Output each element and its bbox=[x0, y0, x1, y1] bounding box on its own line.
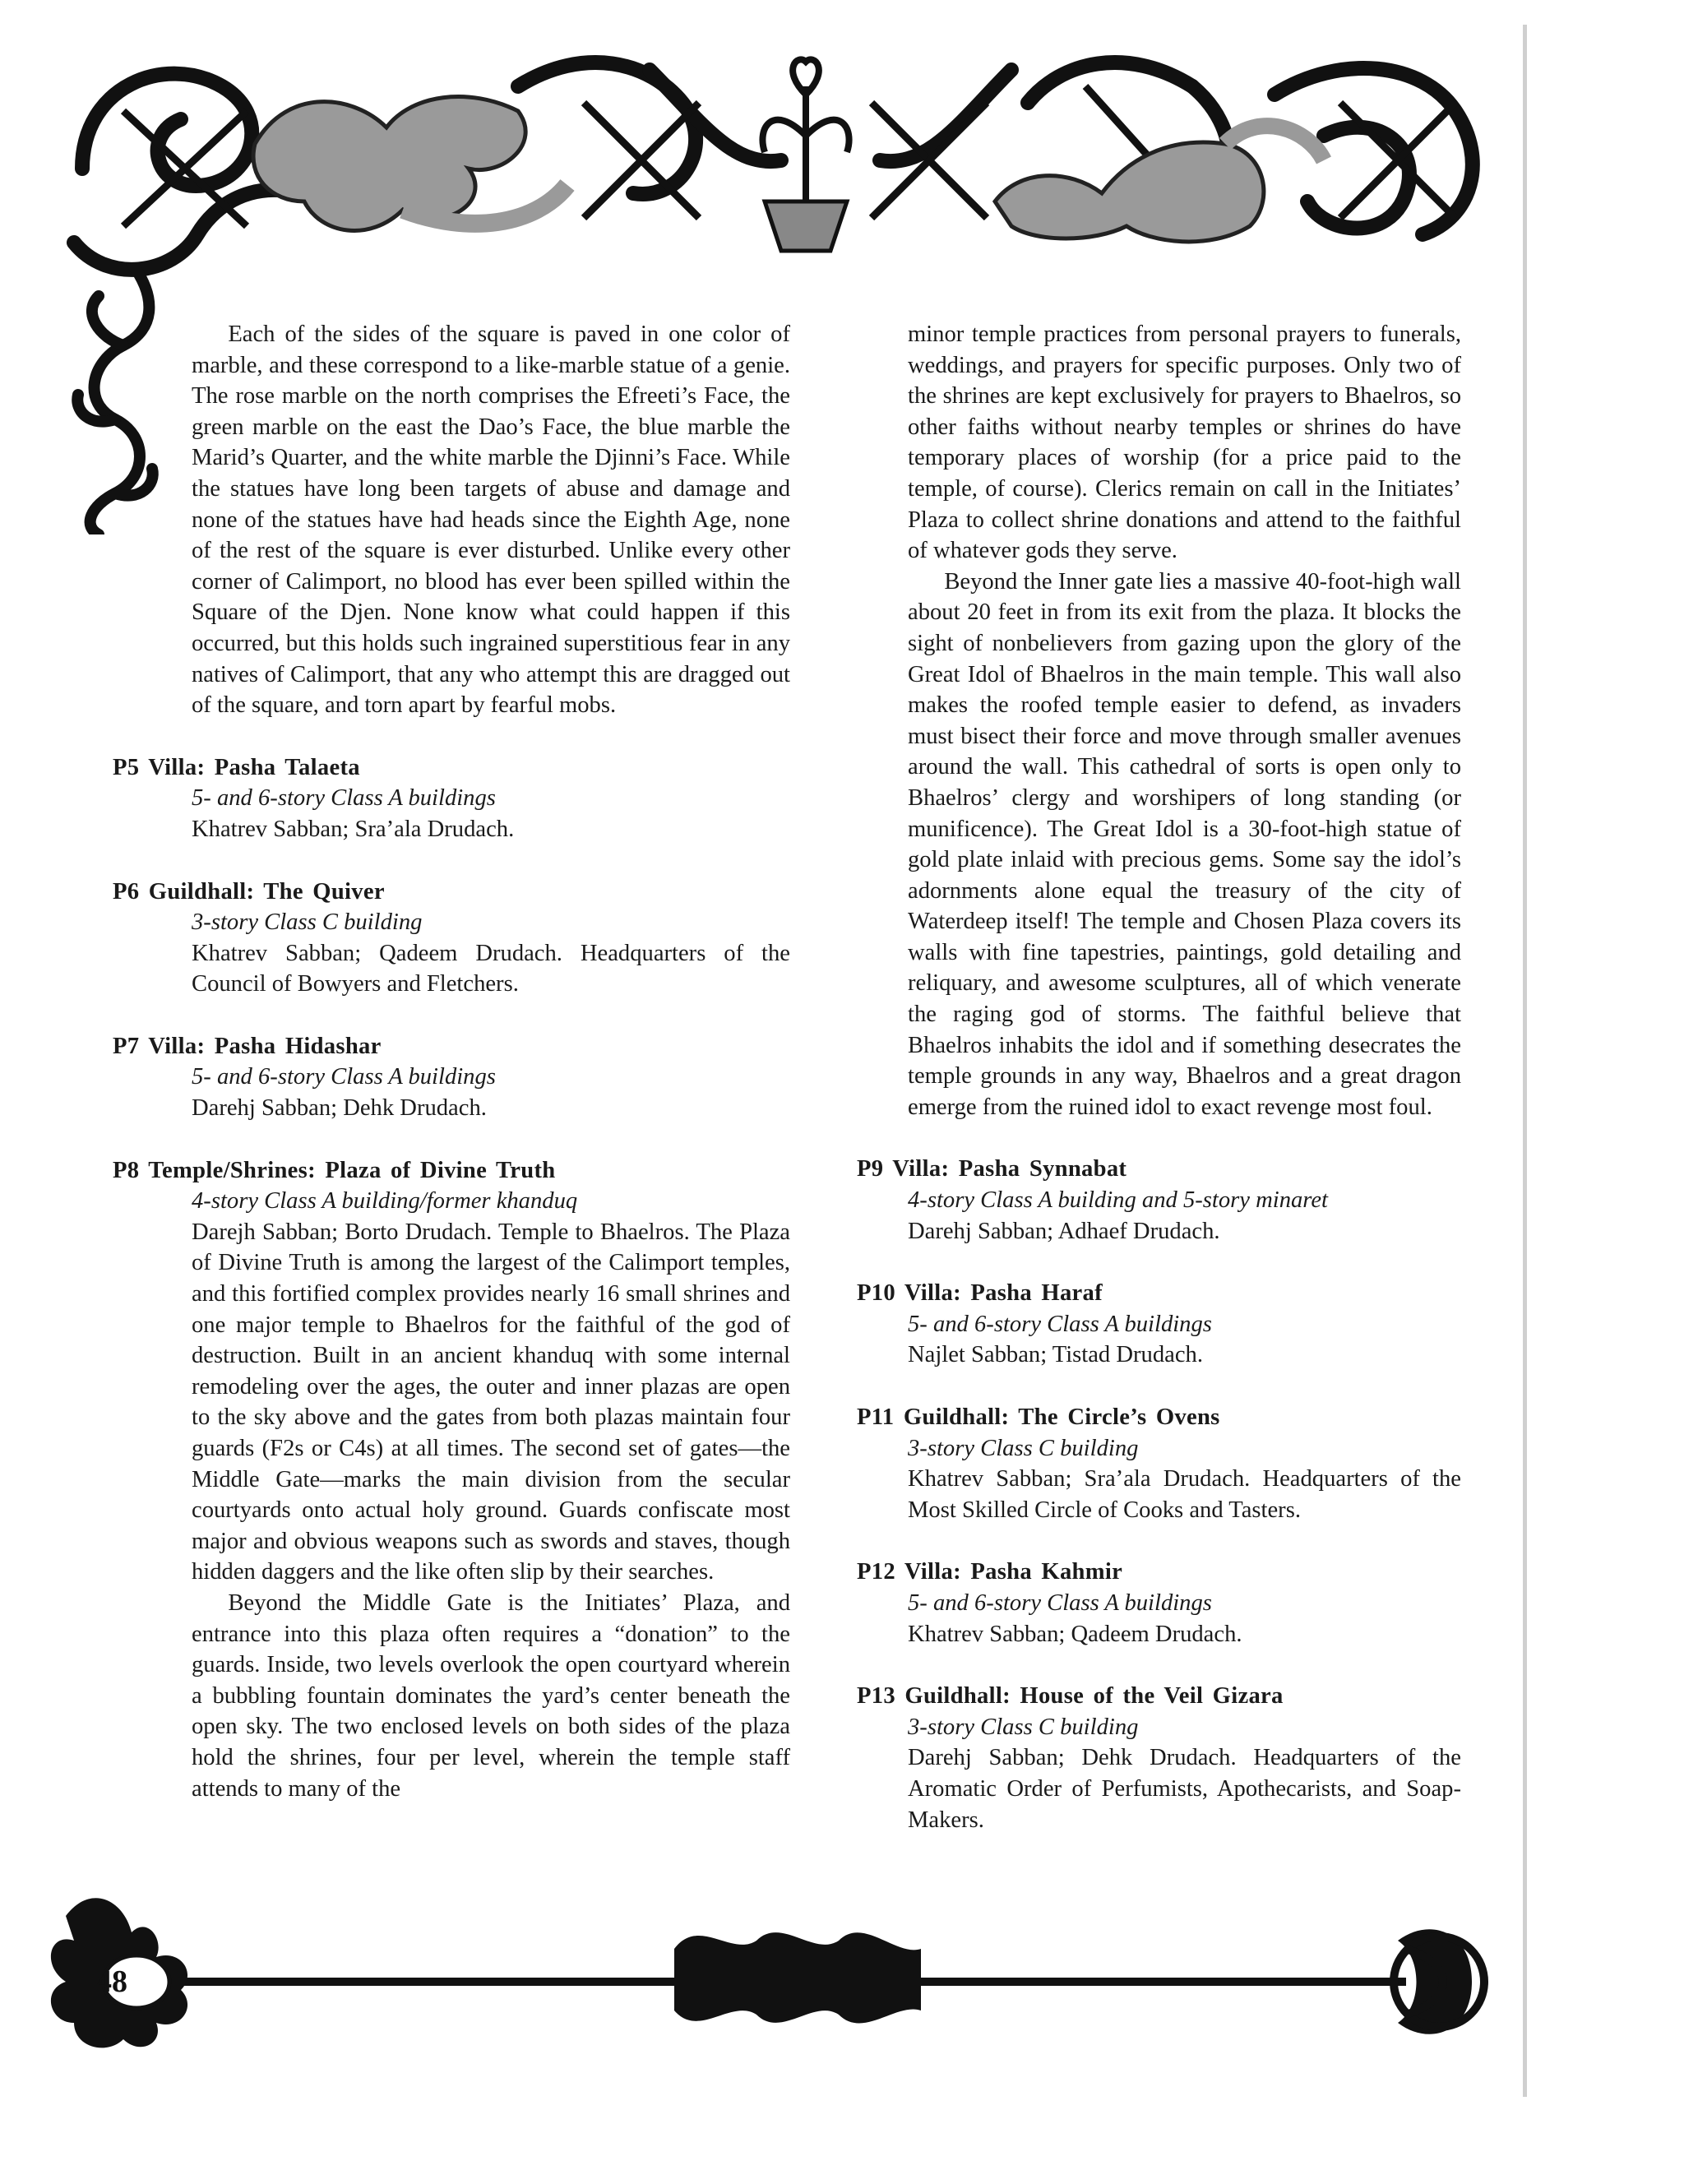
vine-ornament bbox=[33, 263, 189, 534]
continuation-paragraph: minor temple practices from personal prayers to funerals, weddings, and prayers for specific purposes. Only two of the shrines are kept exclusively for prayers to Bhaelros, so other faiths without nearby temples or shrines do have temporary places of worship (for a price paid to the temple, of course). Clerics remain on call in the Initiates’ Plaza to collect shrine donations and attend to the faithful of whatever gods they serve. bbox=[908, 322, 1461, 564]
entry-p13 bbox=[857, 1681, 1461, 1835]
entry-class: 3-story Class C building bbox=[908, 1714, 1139, 1740]
continuation-paragraph-2: Beyond the Inner gate lies a massive 40-foot-high wall about 20 feet in from its exit from the plaza. It blocks the sight of nonbelievers from gazing upon the glory of the Great Idol of Bhaelros in the main temple. This wall also makes the roofed temple easier to defend, as invaders must bisect their force and move through smaller avenues around the wall. This cathedral of sorts is open only to Bhaelros’ clergy and worshipers of long standing (or munificence). The Great Idol is a 30-foot-high statue of gold plate inlaid with precious gems. Some say the idol’s adornments alone equal the treasury of the city of Waterdeep itself! The temple and Chosen Plaza covers its walls with fine tapestries, paintings, gold detailing and reliquary, and awesome sculptures, all of which venerate the raging god of storms. The faithful believe that Bhaelros inhabits the idol and if something desecrates the temple grounds in any way, Bhaelros and a great dragon emerge from the ruined idol to exact revenge most foul. bbox=[908, 568, 1461, 1120]
bottom-ornamental-border bbox=[41, 1867, 1513, 2064]
entry-title: P10 Villa: Pasha Haraf bbox=[857, 1280, 1103, 1307]
entry-class: 5- and 6-story Class A buildings bbox=[908, 1589, 1212, 1616]
entry-title: P6 Guildhall: The Quiver bbox=[113, 878, 385, 905]
entry-text: Darejh Sabban; Borto Drudach. Temple to Bhaelros. The Plaza of Divine Truth is among the largest of the Calimport temples, and this fortified complex provides nearly 16 small shrines and one major temple to Bhaelros for the faithful of the god of destruction. Built in an ancient khanduq with some internal remodeling over the ages, the outer and inner plazas are open to the sky above and the gates from both plazas maintain four guards (F2s or C4s) at all times. The second set of gates—the Middle Gate—marks the main division from the secular courtyards onto actual holy ground. Guards confiscate most major and obvious weapons such as swords and staves, though hidden daggers and the like often slip by their searches. bbox=[192, 1219, 790, 1585]
entry-class: 4-story Class A building and 5-story minaret bbox=[908, 1187, 1329, 1214]
left-column bbox=[113, 319, 790, 1804]
entry-title: P8 Temple/Shrines: Plaza of Divine Truth bbox=[113, 1157, 556, 1183]
entry-p9 bbox=[857, 1154, 1461, 1247]
entry-text: Khatrev Sabban; Qadeem Drudach. Headquarters of the Council of Bowyers and Fletchers. bbox=[192, 940, 790, 997]
entry-p8 bbox=[113, 1155, 790, 1804]
entry-text: Khatrev Sabban; Qadeem Drudach. bbox=[908, 1621, 1242, 1647]
intro-paragraph: Each of the sides of the square is paved in one color of marble, and these correspond to a like-marble statue of a genie. The rose marble on the north comprises the Efreeti’s Face, the green marble on the east the Dao’s Face, the blue marble the Marid’s Quarter, and the white marble the Djinni’s Face. While the statues have long been targets of abuse and damage and none of the statues have had heads since the Eighth Age, none of the rest of the square is ever disturbed. Unlike every other corner of Calimport, no blood has ever been spilled within the Square of the Djen. None know what could happen if this occurred, but this holds such ingrained superstitious fear in any natives of Calimport, that any who attempt this are dragged out of the square, and torn apart by fearful mobs. bbox=[192, 322, 790, 719]
entry-p5 bbox=[113, 752, 790, 845]
entry-title: P11 Guildhall: The Circle’s Ovens bbox=[857, 1404, 1220, 1430]
entry-text: Darehj Sabban; Adhaef Drudach. bbox=[908, 1218, 1220, 1244]
entry-text: Darehj Sabban; Dehk Drudach. Headquarters of the Aromatic Order of Perfumists, Apothecarists, and Soap-Makers. bbox=[908, 1745, 1461, 1833]
entry-class: 4-story Class A building/former khanduq bbox=[192, 1188, 578, 1215]
entry-text: Khatrev Sabban; Sra’ala Drudach. bbox=[192, 816, 515, 842]
entry-p7 bbox=[113, 1031, 790, 1124]
entry-p10 bbox=[857, 1278, 1461, 1371]
entry-title: P12 Villa: Pasha Kahmir bbox=[857, 1559, 1123, 1585]
entry-p11 bbox=[857, 1402, 1461, 1525]
entry-class: 5- and 6-story Class A buildings bbox=[908, 1311, 1212, 1337]
page-edge bbox=[1523, 25, 1527, 2097]
entry-class: 5- and 6-story Class A buildings bbox=[192, 785, 496, 812]
entry-p12 bbox=[857, 1557, 1461, 1650]
entry-title: P13 Guildhall: House of the Veil Gizara bbox=[857, 1683, 1284, 1710]
entry-text-continued: Beyond the Middle Gate is the Initiates’ Plaza, and entrance into this plaza often requires a “donation” to the guards. Inside, two levels overlook the open courtyard wherein a bubbling fountain dominates the yard’s center beneath the open sky. The two enclosed levels on both sides of the plaza hold the shrines, four per level, wherein the temple staff attends to many of the bbox=[192, 1589, 790, 1802]
page-number: 48 bbox=[96, 1964, 127, 1999]
entry-text: Khatrev Sabban; Sra’ala Drudach. Headquarters of the Most Skilled Circle of Cooks and Tasters. bbox=[908, 1466, 1461, 1523]
entry-text: Darehj Sabban; Dehk Drudach. bbox=[192, 1095, 487, 1122]
knotwork-dragon-border bbox=[58, 37, 1513, 292]
entry-class: 5- and 6-story Class A buildings bbox=[192, 1064, 496, 1090]
entry-class: 3-story Class C building bbox=[908, 1435, 1139, 1461]
entry-title: P9 Villa: Pasha Synnabat bbox=[857, 1156, 1127, 1182]
right-column bbox=[857, 319, 1461, 1835]
entry-class: 3-story Class C building bbox=[192, 909, 423, 936]
entry-title: P5 Villa: Pasha Talaeta bbox=[113, 754, 360, 780]
entry-title: P7 Villa: Pasha Hidashar bbox=[113, 1033, 382, 1059]
entry-text: Najlet Sabban; Tistad Drudach. bbox=[908, 1342, 1203, 1368]
entry-p6 bbox=[113, 877, 790, 1000]
